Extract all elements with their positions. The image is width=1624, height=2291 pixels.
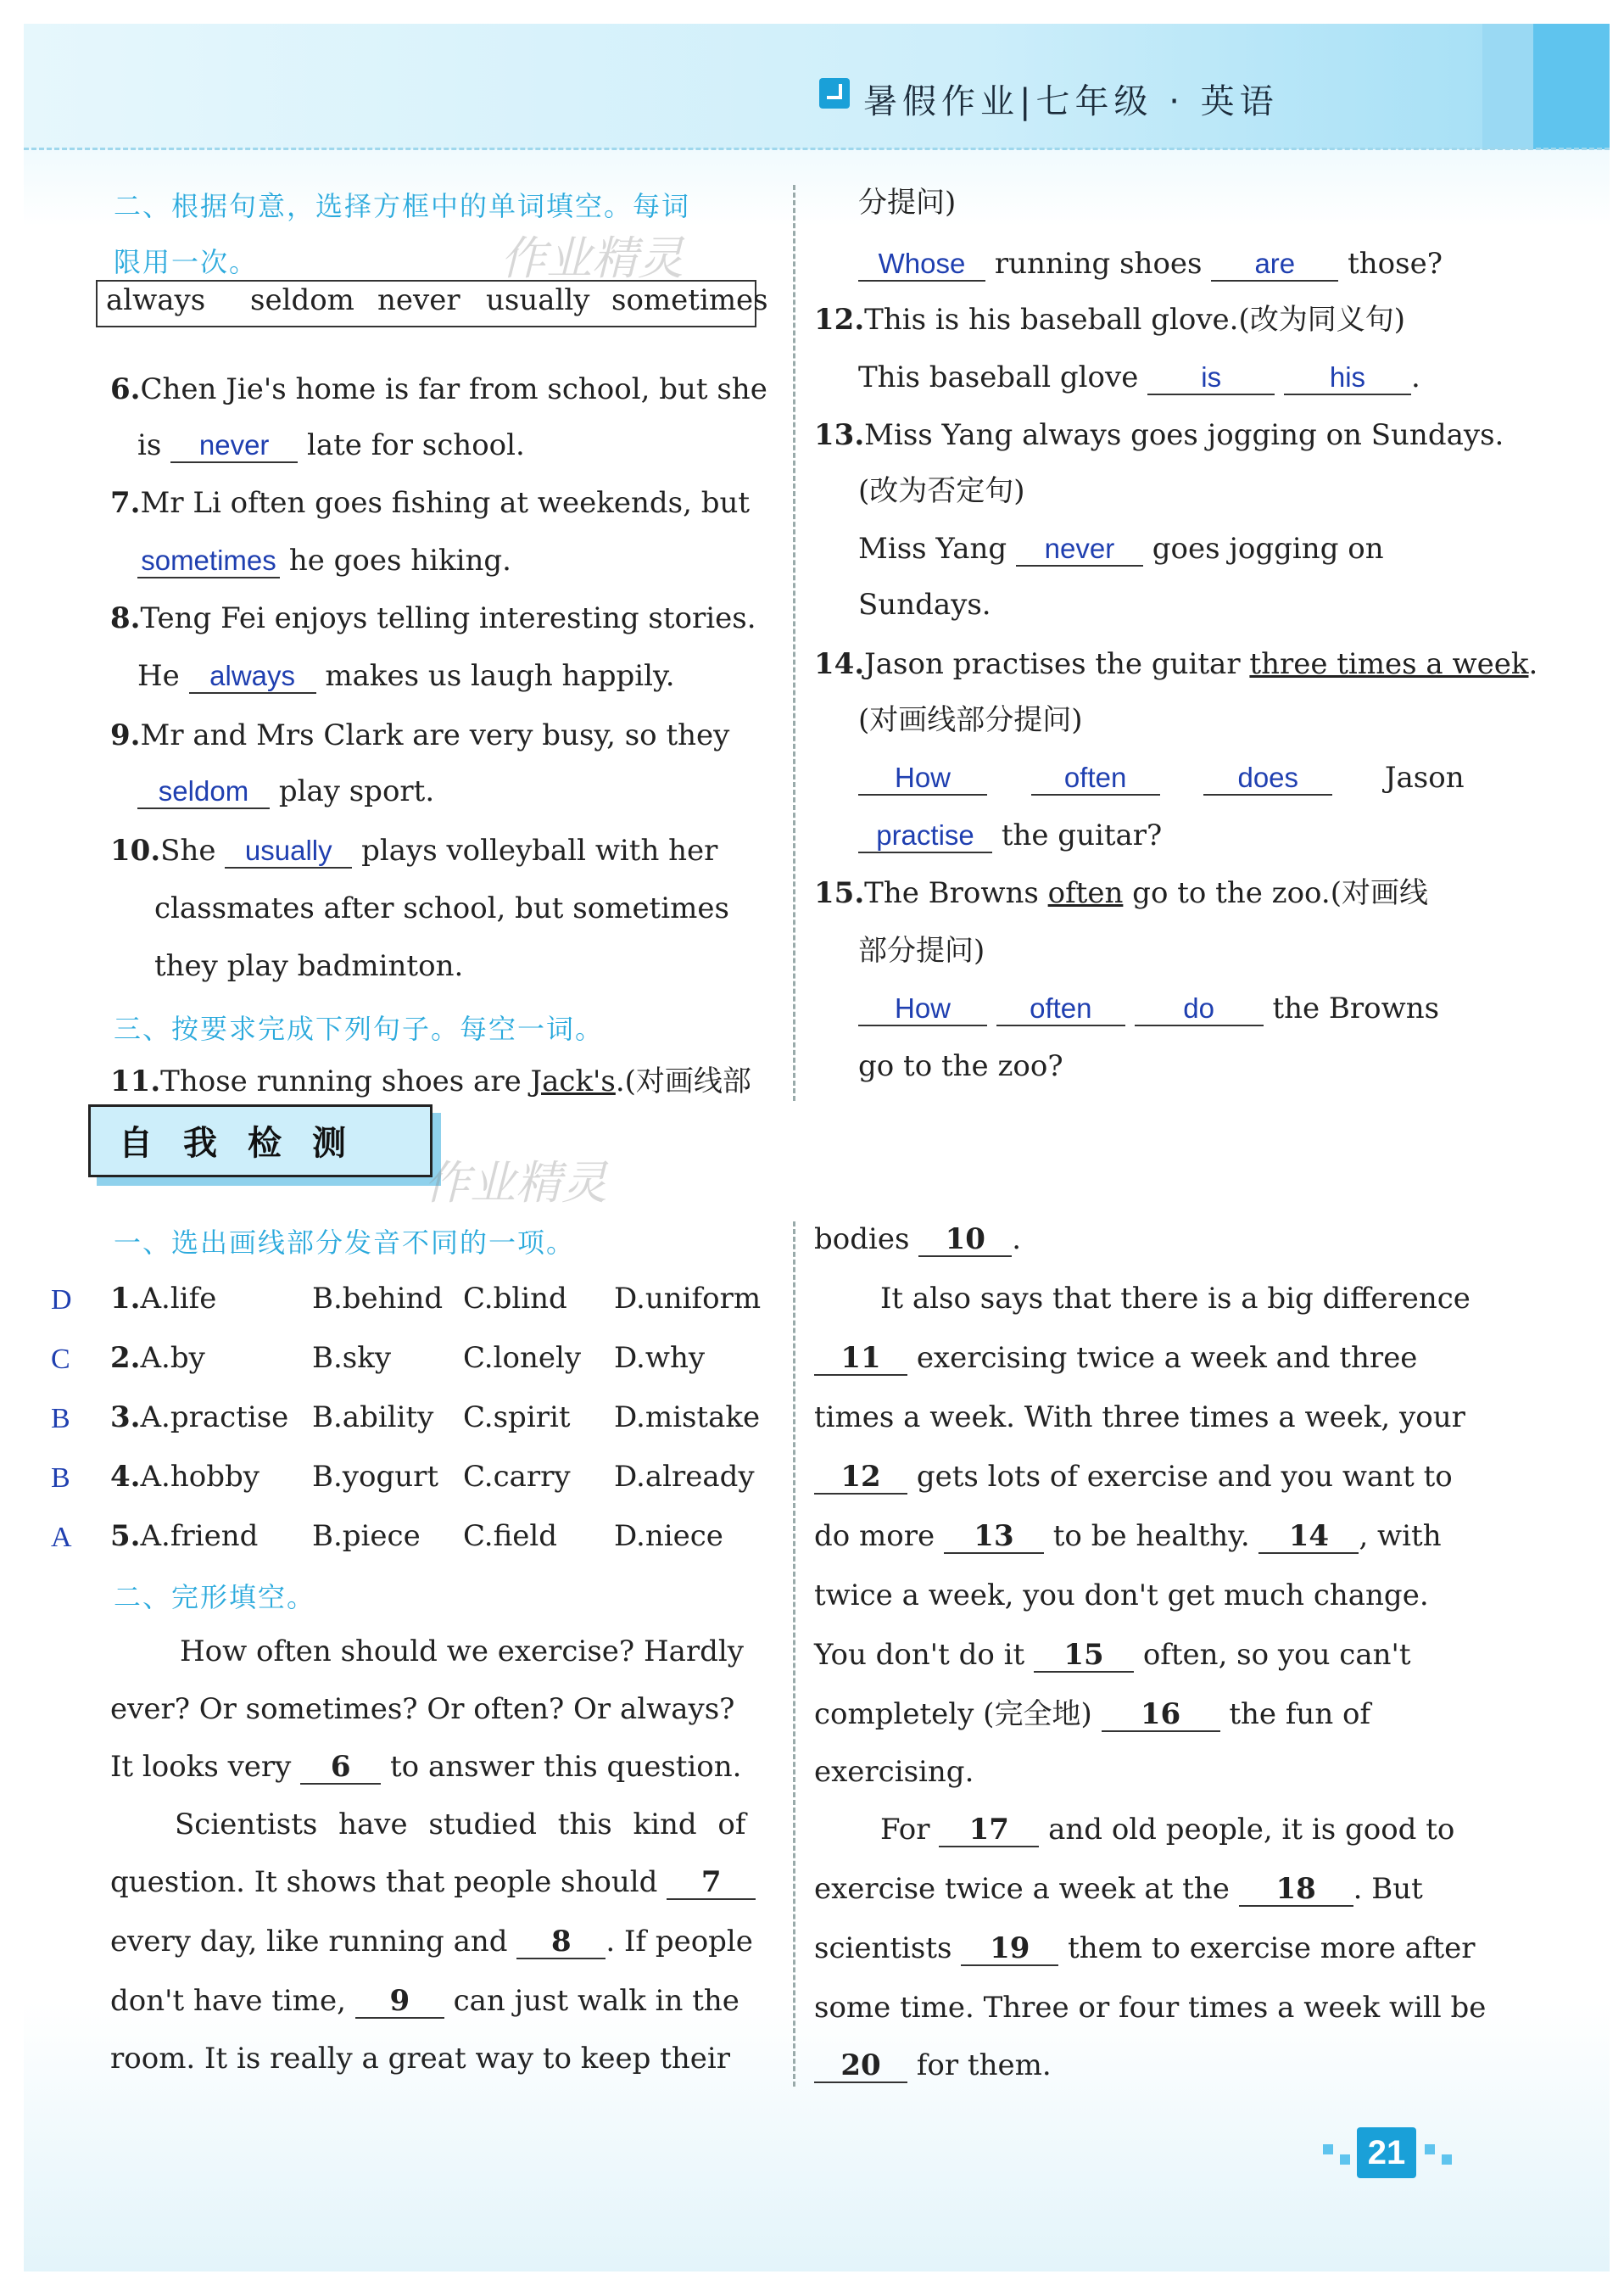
word-option: never	[377, 283, 460, 317]
question-12-answer: This baseball glove is his .	[858, 360, 1420, 394]
cloze-line: question. It shows that people should 7	[110, 1864, 756, 1900]
answer-blank[interactable]: never	[170, 427, 298, 463]
header-accent-bar	[1533, 24, 1610, 149]
cloze-blank[interactable]: 14	[1258, 1518, 1359, 1554]
answer-blank[interactable]: often	[996, 991, 1125, 1026]
column-divider	[793, 185, 795, 1101]
question-11-line2: 分提问)	[858, 186, 957, 220]
question-15: 15.The Browns often go to the zoo.(对画线	[814, 876, 1428, 910]
pron-option: C.field	[463, 1519, 558, 1553]
answer-blank[interactable]: his	[1284, 360, 1411, 395]
cloze-line: twice a week, you don't get much change.	[814, 1579, 1429, 1612]
section2-heading: 限用一次。	[114, 246, 259, 278]
pron-option: D.why	[614, 1341, 706, 1375]
question-8: 8.Teng Fei enjoys telling interesting stories.	[110, 601, 756, 635]
pron-option: B.piece	[312, 1519, 421, 1553]
pron-option: C.spirit	[463, 1400, 571, 1434]
cloze-blank[interactable]: 16	[1102, 1696, 1220, 1732]
decor-dot	[1323, 2144, 1333, 2154]
written-answer: B	[51, 1403, 70, 1434]
question-13-line2: (改为否定句)	[858, 474, 1025, 508]
answer-blank[interactable]: How	[858, 991, 987, 1026]
decor-dot	[1340, 2154, 1350, 2165]
self-check-banner	[88, 1104, 444, 1186]
answer-blank[interactable]: Whose	[858, 246, 985, 282]
decor-dot	[1425, 2144, 1435, 2154]
pron-option: D.already	[614, 1460, 755, 1494]
question-10-line3: they play badminton.	[154, 949, 464, 983]
word-option: usually	[486, 283, 590, 317]
question-11: 11.Those running shoes are Jack's.(对画线部	[110, 1064, 751, 1098]
question-11-answer: Whose running shoes are those?	[858, 246, 1443, 282]
cloze-line: Scientists have studied this kind of	[175, 1808, 746, 1841]
answer-blank[interactable]: often	[1031, 760, 1160, 796]
cloze-line: exercising.	[814, 1755, 974, 1789]
pron-option: D.mistake	[614, 1400, 761, 1434]
word-box	[96, 280, 768, 327]
question-9: 9.Mr and Mrs Clark are very busy, so they	[110, 718, 730, 752]
page-header	[24, 24, 1610, 149]
cloze-line: exercise twice a week at the 18 . But	[814, 1872, 1423, 1906]
written-answer: A	[51, 1522, 72, 1553]
answer-blank[interactable]: never	[1016, 531, 1143, 567]
cloze-blank[interactable]: 6	[300, 1749, 381, 1785]
section-b-heading: 二、完形填空。	[114, 1581, 316, 1613]
question-10: 10.She usually plays volleyball with her	[110, 834, 718, 868]
question-6: 6.Chen Jie's home is far from school, but she	[110, 372, 767, 406]
pron-question: 5.A.friend	[110, 1519, 259, 1553]
cloze-line: You don't do it 15 often, so you can't	[814, 1638, 1411, 1672]
question-14-line2: (对画线部分提问)	[858, 703, 1083, 737]
cloze-blank[interactable]: 10	[918, 1221, 1012, 1257]
cloze-line: every day, like running and 8 . If people	[110, 1925, 753, 1959]
pron-option: B.sky	[312, 1341, 392, 1375]
page-number: 21	[1357, 2127, 1416, 2178]
watermark: 作业精灵	[424, 1156, 607, 1210]
answer-blank[interactable]: are	[1211, 246, 1338, 282]
pron-option: B.behind	[312, 1282, 444, 1316]
question-6-line2: is never late for school.	[137, 428, 525, 462]
pron-option: C.lonely	[463, 1341, 582, 1375]
cloze-blank[interactable]: 7	[667, 1864, 756, 1900]
answer-blank[interactable]: always	[189, 658, 316, 694]
question-7: 7.Mr Li often goes fishing at weekends, but	[110, 486, 751, 520]
cloze-line: ever? Or sometimes? Or often? Or always?	[110, 1692, 735, 1726]
cloze-blank[interactable]: 8	[516, 1924, 606, 1959]
cloze-blank[interactable]: 17	[939, 1812, 1039, 1847]
pron-question: 4.A.hobby	[110, 1460, 260, 1494]
cloze-line: For 17 and old people, it is good to	[880, 1813, 1455, 1847]
cloze-blank[interactable]: 18	[1239, 1871, 1353, 1907]
question-14-answer: How often does Jason	[858, 760, 1465, 796]
cloze-line: It looks very 6 to answer this question.	[110, 1750, 742, 1784]
pron-option: D.uniform	[614, 1282, 762, 1316]
cloze-line: 20 for them.	[814, 2048, 1052, 2083]
cloze-line: It also says that there is a big difference	[880, 1282, 1471, 1316]
question-13: 13.Miss Yang always goes jogging on Sundays.	[814, 418, 1504, 452]
cloze-blank[interactable]: 15	[1034, 1637, 1134, 1673]
word-option: always	[106, 283, 206, 317]
question-15-answer: How often do the Browns	[858, 991, 1439, 1026]
answer-blank[interactable]: seldom	[137, 774, 270, 809]
section3-heading: 三、按要求完成下列句子。每空一词。	[114, 1013, 605, 1045]
question-15-line4: go to the zoo?	[858, 1049, 1063, 1083]
question-13-line4: Sundays.	[858, 588, 991, 622]
answer-blank[interactable]: usually	[225, 833, 352, 869]
answer-blank[interactable]: does	[1203, 760, 1332, 796]
answer-blank[interactable]: How	[858, 760, 987, 796]
cloze-blank[interactable]: 12	[814, 1459, 907, 1495]
header-title: 暑假作业|七年级 · 英语	[863, 82, 1279, 121]
cloze-line: scientists 19 them to exercise more after	[814, 1931, 1476, 1965]
cloze-line: times a week. With three times a week, your	[814, 1400, 1465, 1434]
cloze-line: room. It is really a great way to keep their	[110, 2042, 730, 2076]
cloze-line: completely (完全地) 16 the fun of	[814, 1697, 1371, 1731]
cloze-blank[interactable]: 11	[814, 1340, 907, 1376]
question-9-line2: seldom play sport.	[137, 774, 434, 809]
pron-question: 3.A.practise	[110, 1400, 289, 1434]
written-answer: B	[51, 1462, 70, 1494]
cloze-blank[interactable]: 19	[961, 1931, 1058, 1966]
cloze-blank[interactable]: 20	[814, 2048, 907, 2083]
written-answer: D	[51, 1284, 72, 1316]
check-arrow-icon	[819, 78, 850, 109]
cloze-line: 12 gets lots of exercise and you want to	[814, 1459, 1453, 1495]
cloze-line: How often should we exercise? Hardly	[180, 1634, 744, 1668]
question-13-answer: Miss Yang never goes jogging on	[858, 532, 1384, 566]
written-answer: C	[51, 1344, 70, 1375]
question-12: 12.This is his baseball glove.(改为同义句)	[814, 303, 1405, 337]
pron-option: C.carry	[463, 1460, 571, 1494]
pron-option: B.yogurt	[312, 1460, 439, 1494]
word-option: seldom	[250, 283, 354, 317]
answer-blank[interactable]: is	[1147, 360, 1275, 395]
watermark: 作业精灵	[500, 232, 684, 285]
pron-option: C.blind	[463, 1282, 567, 1316]
decor-dot	[1442, 2154, 1452, 2165]
cloze-blank[interactable]: 13	[944, 1518, 1044, 1554]
question-14: 14.Jason practises the guitar three times a week.	[814, 647, 1538, 681]
question-15-line2: 部分提问)	[858, 934, 985, 968]
pron-option: D.niece	[614, 1519, 723, 1553]
cloze-line: 11 exercising twice a week and three	[814, 1340, 1417, 1376]
answer-blank[interactable]: practise	[858, 818, 992, 853]
pron-question: 2.A.by	[110, 1341, 205, 1375]
cloze-line: some time. Three or four times a week will be	[814, 1991, 1487, 2025]
question-7-line2: sometimes he goes hiking.	[137, 543, 511, 578]
self-check-title: 自我检测	[119, 1124, 377, 1163]
header-divider	[24, 148, 1610, 150]
column-divider	[793, 1221, 795, 2087]
question-8-line2: He always makes us laugh happily.	[137, 659, 675, 693]
question-10-line2: classmates after school, but sometimes	[154, 891, 729, 925]
word-option: sometimes	[611, 283, 768, 317]
header-accent-bar	[1482, 24, 1533, 149]
cloze-line: don't have time, 9 can just walk in the	[110, 1984, 739, 2018]
cloze-line: bodies 10 .	[814, 1222, 1022, 1256]
section-a-heading: 一、选出画线部分发音不同的一项。	[114, 1227, 576, 1259]
pron-question: 1.A.life	[110, 1282, 217, 1316]
question-14-answer-line2: practise the guitar?	[858, 818, 1162, 853]
section2-heading: 二、根据句意，选择方框中的单词填空。每词	[114, 190, 691, 222]
cloze-blank[interactable]: 9	[355, 1983, 444, 2019]
pron-option: B.ability	[312, 1400, 434, 1434]
cloze-line: do more 13 to be healthy. 14 , with	[814, 1519, 1442, 1553]
answer-blank[interactable]: do	[1135, 991, 1264, 1026]
answer-blank[interactable]: sometimes	[137, 543, 280, 578]
